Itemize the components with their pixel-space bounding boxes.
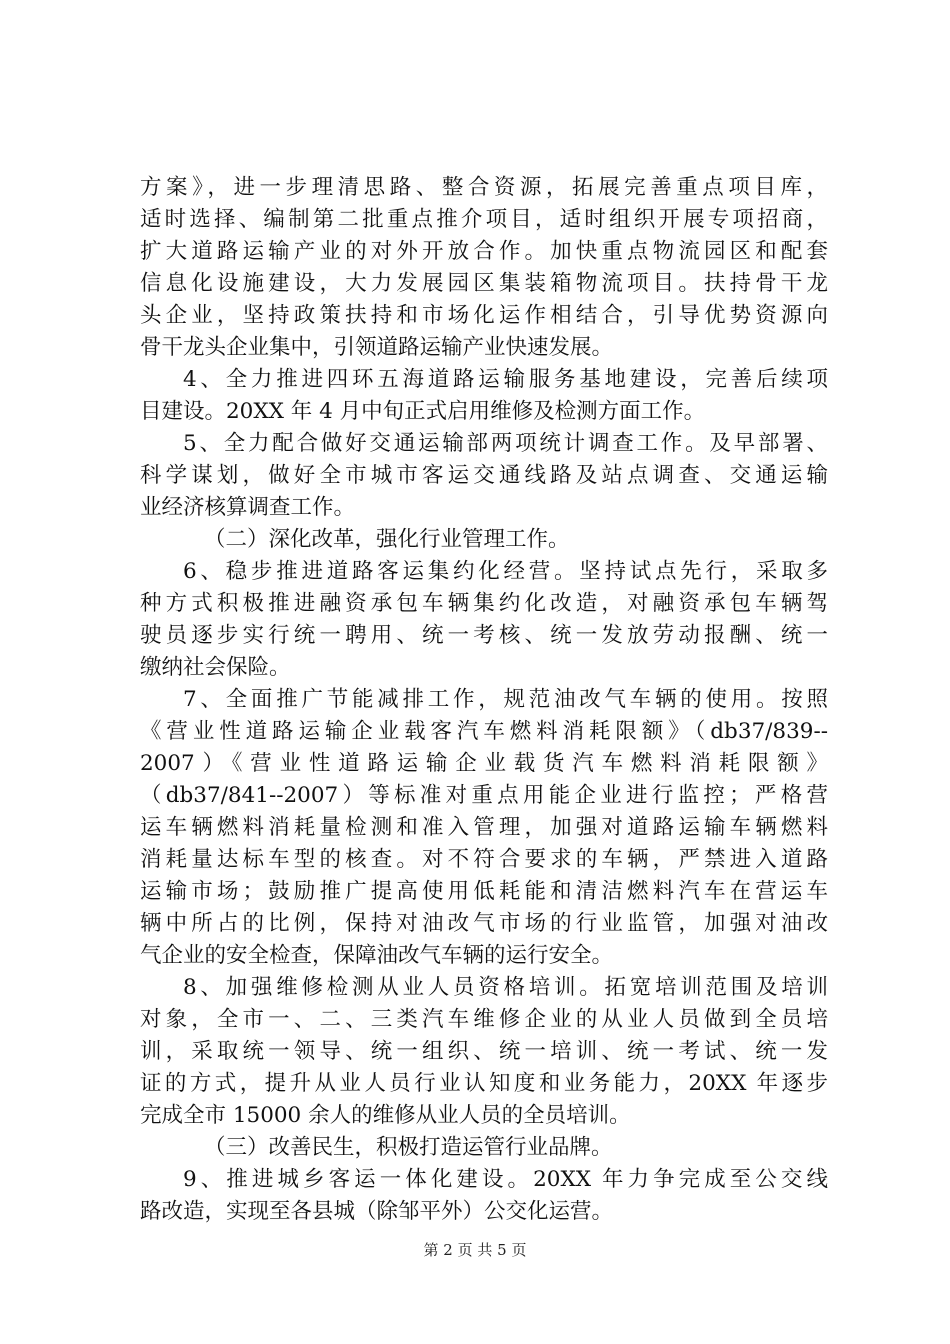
paragraph-line: 7、全面推广节能减排工作，规范油改气车辆的使用。按照 bbox=[183, 687, 828, 712]
paragraph-line: 2007）《营业性道路运输企业载货汽车燃料消耗限额》 bbox=[140, 751, 828, 776]
paragraph-line: 对象，全市一、二、三类汽车维修企业的从业人员做到全员培 bbox=[140, 1007, 828, 1032]
paragraph-line: 种方式积极推进融资承包车辆集约化改造，对融资承包车辆驾 bbox=[140, 591, 828, 616]
paragraph-line: 业经济核算调查工作。 bbox=[140, 495, 356, 520]
paragraph-line: 缴纳社会保险。 bbox=[140, 655, 291, 680]
paragraph-line: 扩大道路运输产业的对外开放合作。加快重点物流园区和配套 bbox=[140, 239, 828, 264]
paragraph-line: 辆中所占的比例，保持对油改气市场的行业监管，加强对油改 bbox=[140, 911, 828, 936]
paragraph-line: 运输市场；鼓励推广提高使用低耗能和清洁燃料汽车在营运车 bbox=[140, 879, 828, 904]
paragraph-line: 消耗量达标车型的核查。对不符合要求的车辆，严禁进入道路 bbox=[140, 847, 828, 872]
paragraph-line: 6、稳步推进道路客运集约化经营。坚持试点先行，采取多 bbox=[183, 559, 828, 584]
paragraph-line: 5、全力配合做好交通运输部两项统计调查工作。及早部署、 bbox=[183, 431, 828, 456]
paragraph-line: 骨干龙头企业集中，引领道路运输产业快速发展。 bbox=[140, 335, 614, 360]
paragraph-line: 气企业的安全检查，保障油改气车辆的运行安全。 bbox=[140, 943, 614, 968]
section-heading-line: （三）改善民生，积极打造运管行业品牌。 bbox=[204, 1135, 613, 1160]
paragraph-line: 运车辆燃料消耗量检测和准入管理，加强对道路运输车辆燃料 bbox=[140, 815, 828, 840]
paragraph-line: 9、推进城乡客运一体化建设。20XX 年力争完成至公交线 bbox=[183, 1167, 828, 1192]
paragraph-line: 8、加强维修检测从业人员资格培训。拓宽培训范围及培训 bbox=[183, 975, 828, 1000]
paragraph-line: 4、全力推进四环五海道路运输服务基地建设，完善后续项 bbox=[183, 367, 828, 392]
paragraph-line: 头企业，坚持政策扶持和市场化运作相结合，引导优势资源向 bbox=[140, 303, 828, 328]
paragraph-line: 完成全市 15000 余人的维修从业人员的全员培训。 bbox=[140, 1103, 631, 1128]
paragraph-line: 证的方式，提升从业人员行业认知度和业务能力，20XX 年逐步 bbox=[140, 1071, 828, 1096]
page-number-footer: 第 2 页 共 5 页 bbox=[423, 1241, 527, 1259]
paragraph-line: 路改造，实现至各县城（除邹平外）公交化运营。 bbox=[140, 1199, 614, 1224]
paragraph-line: 训，采取统一领导、统一组织、统一培训、统一考试、统一发 bbox=[140, 1039, 828, 1064]
paragraph-line: 《营业性道路运输企业载客汽车燃料消耗限额》（db37/839-- bbox=[140, 719, 828, 744]
paragraph-line: 信息化设施建设，大力发展园区集装箱物流项目。扶持骨干龙 bbox=[140, 271, 828, 296]
document-body bbox=[140, 172, 828, 1228]
paragraph-line: 适时选择、编制第二批重点推介项目，适时组织开展专项招商， bbox=[140, 207, 828, 232]
paragraph-line: （db37/841--2007）等标准对重点用能企业进行监控；严格营 bbox=[140, 783, 828, 808]
paragraph-line: 科学谋划，做好全市城市客运交通线路及站点调查、交通运输 bbox=[140, 463, 828, 488]
paragraph-line: 方案》，进一步理清思路、整合资源，拓展完善重点项目库， bbox=[140, 175, 828, 200]
paragraph-line: 驶员逐步实行统一聘用、统一考核、统一发放劳动报酬、统一 bbox=[140, 623, 828, 648]
section-heading-line: （二）深化改革，强化行业管理工作。 bbox=[204, 527, 570, 552]
paragraph-line: 目建设。20XX 年 4 月中旬正式启用维修及检测方面工作。 bbox=[140, 399, 706, 424]
